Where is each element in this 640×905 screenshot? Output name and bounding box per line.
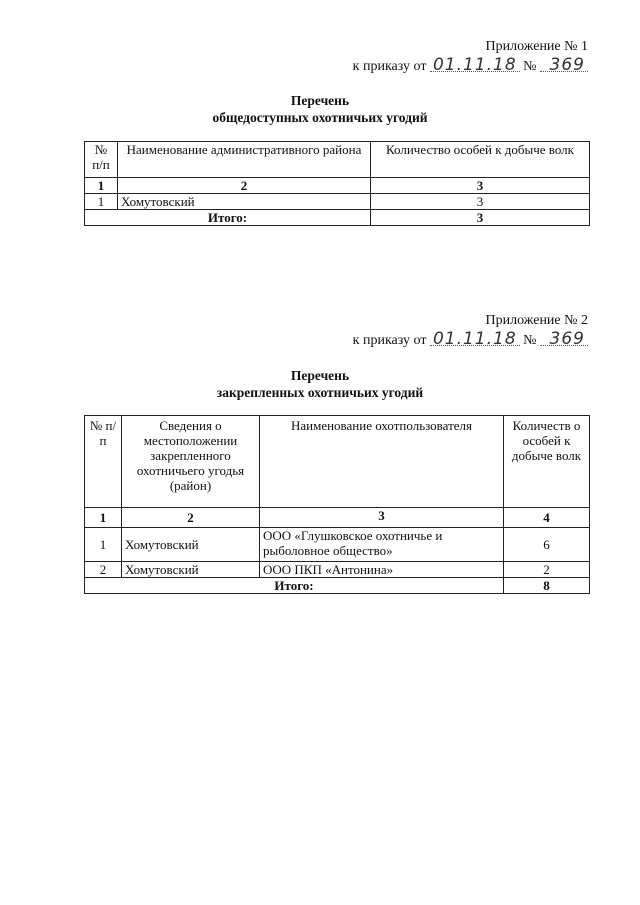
appendix-2-order-prefix: к приказу от	[352, 333, 427, 348]
list-2-heading: Перечень	[290, 368, 350, 383]
row-user: ООО ПКП «Антонина»	[260, 562, 504, 578]
list-2-header-location: Сведения о местоположении закрепленного охотничьего угодья (район)	[122, 416, 260, 508]
list-2-numbering-cell: 4	[504, 508, 590, 528]
list-1-numbering-cell: 1	[85, 178, 118, 194]
appendix-1-order-number: 369	[540, 56, 588, 74]
table-row	[85, 194, 590, 210]
appendix-2-order-date: 01.11.18	[430, 330, 520, 348]
appendix-1-order-prefix: к приказу от	[352, 59, 427, 74]
list-1-header-number: № п/п	[85, 142, 118, 178]
row-district: Хомутовский	[122, 562, 260, 578]
row-count: 2	[504, 562, 590, 578]
table-row	[85, 528, 590, 562]
list-2-numbering-row	[85, 508, 590, 528]
list-2-numbering-cell: 3	[260, 508, 504, 528]
row-district: Хомутовский	[122, 528, 260, 562]
appendix-1-order-ref	[353, 56, 588, 76]
table-row	[85, 562, 590, 578]
appendix-2-header	[353, 312, 588, 350]
row-number: 2	[85, 562, 122, 578]
list-2-header-count: Количеств о особей к добыче волк	[504, 416, 590, 508]
appendix-1-header	[353, 38, 588, 76]
list-1-header-row	[85, 142, 590, 178]
row-count: 3	[371, 194, 590, 210]
list-1-subheading: общедоступных охотничьих угодий	[212, 110, 428, 125]
list-1-table	[84, 141, 590, 226]
list-2-numbering-cell: 1	[85, 508, 122, 528]
list-1-numbering-row	[85, 178, 590, 194]
row-number: 1	[85, 528, 122, 562]
list-1-heading: Перечень	[290, 93, 350, 108]
row-district: Хомутовский	[118, 194, 371, 210]
list-2-total-row	[85, 578, 590, 594]
list-1-numbering-cell: 2	[118, 178, 371, 194]
list-2-total-value: 8	[504, 578, 590, 594]
row-number: 1	[85, 194, 118, 210]
appendix-2-number-prefix: №	[523, 333, 537, 348]
list-2-numbering-cell: 2	[122, 508, 260, 528]
list-1-numbering-cell: 3	[371, 178, 590, 194]
appendix-2-order-number: 369	[540, 330, 588, 348]
row-count: 6	[504, 528, 590, 562]
row-user: ООО «Глушковское охотничье и рыболовное общество»	[260, 528, 504, 562]
appendix-2-order-ref	[353, 330, 588, 350]
list-1-total-row	[85, 210, 590, 226]
list-1-header-district: Наименование административного района	[118, 142, 371, 178]
appendix-1-title: Приложение № 1	[485, 39, 588, 54]
list-2-header-user: Наименование охотпользователя	[260, 416, 504, 508]
list-2-header-number: № п/п	[85, 416, 122, 508]
list-2-subheading: закрепленных охотничьих угодий	[216, 385, 424, 400]
list-1-header-count: Количество особей к добыче волк	[371, 142, 590, 178]
list-2-header-row	[85, 416, 590, 508]
list-1-total-value: 3	[371, 210, 590, 226]
appendix-1-number-prefix: №	[523, 59, 537, 74]
list-1-total-label: Итого:	[85, 210, 371, 226]
list-2-total-label: Итого:	[85, 578, 504, 594]
appendix-1-order-date: 01.11.18	[430, 56, 520, 74]
list-2-table	[84, 415, 590, 594]
appendix-2-title: Приложение № 2	[485, 313, 588, 328]
